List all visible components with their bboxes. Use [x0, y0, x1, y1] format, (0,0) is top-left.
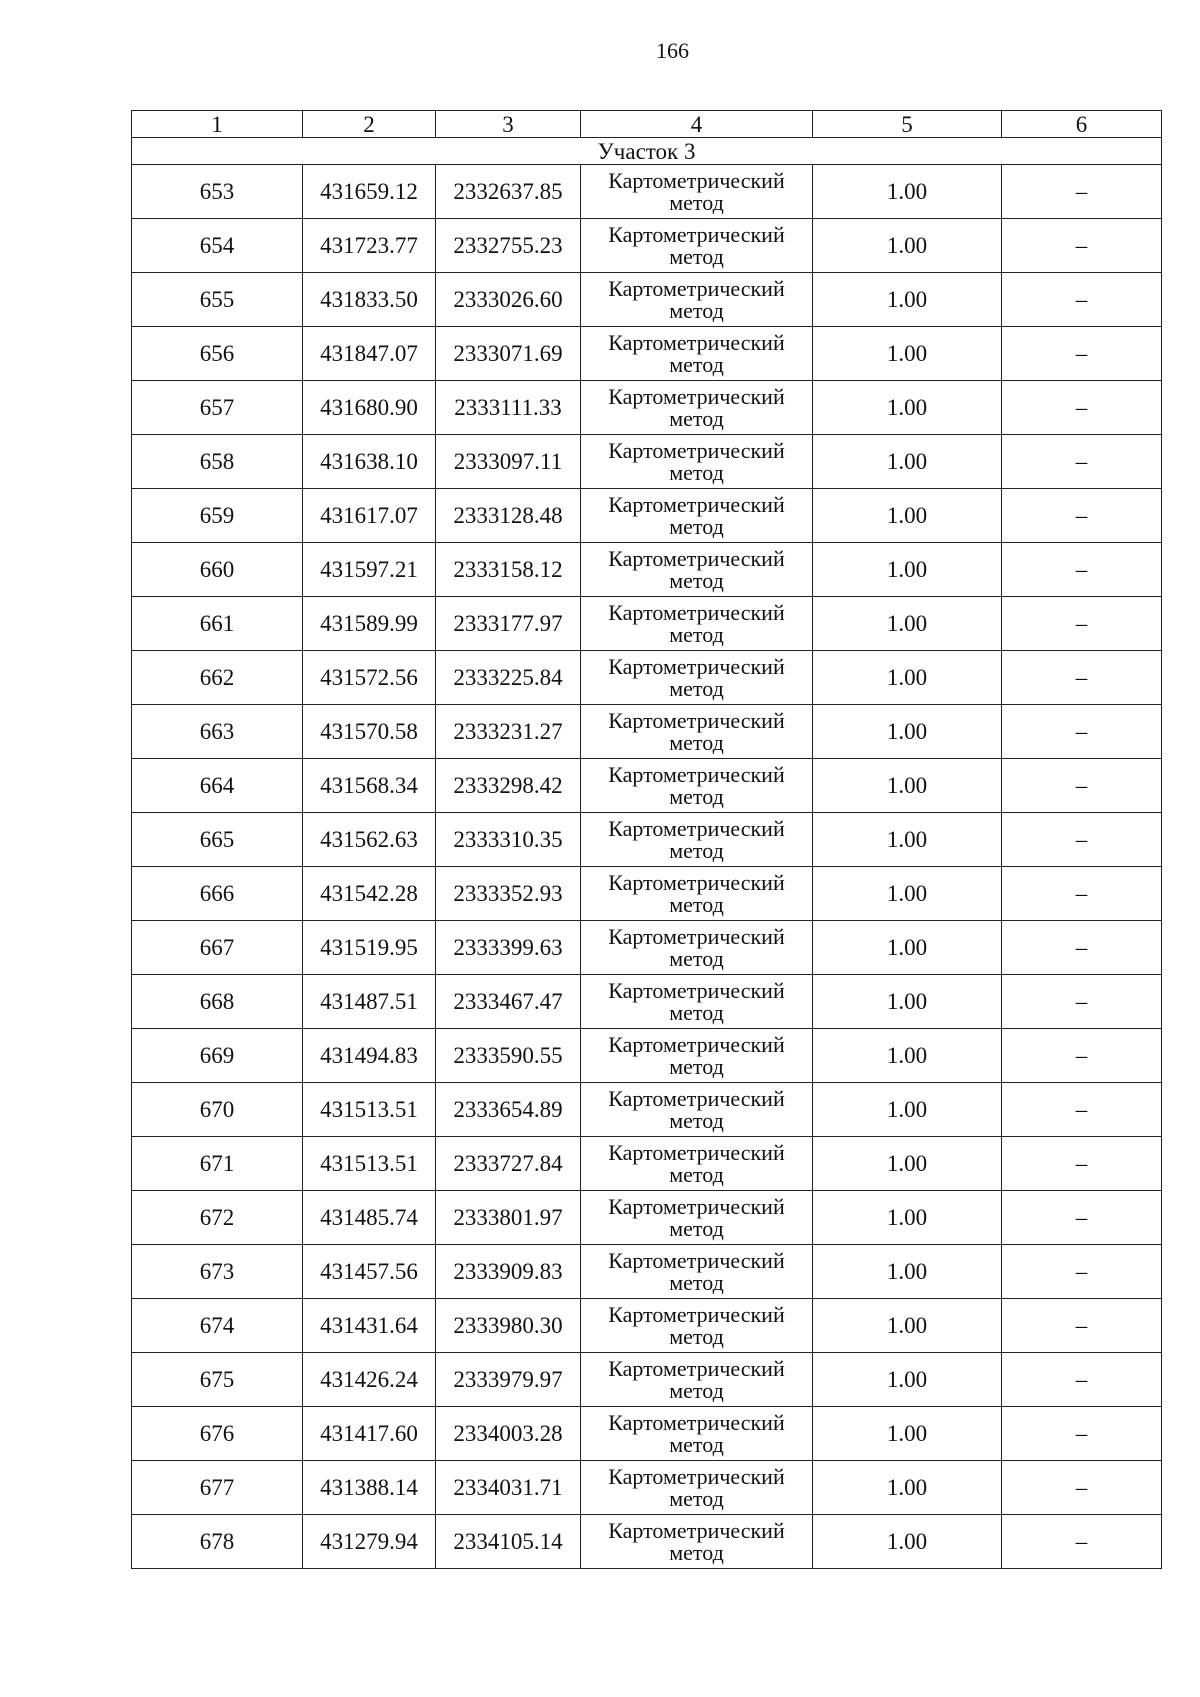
y-coordinate-cell: 2334105.14	[436, 1515, 581, 1569]
y-coordinate-cell: 2333979.97	[436, 1353, 581, 1407]
table-row	[132, 705, 1162, 759]
method-cell: Картометрический метод	[581, 219, 813, 273]
table-row	[132, 543, 1162, 597]
y-coordinate-cell: 2333909.83	[436, 1245, 581, 1299]
table-row	[132, 327, 1162, 381]
accuracy-cell: 1.00	[813, 705, 1002, 759]
table-row	[132, 1299, 1162, 1353]
note-cell: –	[1002, 1353, 1162, 1407]
point-number-cell: 674	[132, 1299, 303, 1353]
accuracy-cell: 1.00	[813, 1083, 1002, 1137]
method-cell: Картометрический метод	[581, 975, 813, 1029]
x-coordinate-cell: 431487.51	[303, 975, 436, 1029]
point-number-cell: 671	[132, 1137, 303, 1191]
y-coordinate-cell: 2334003.28	[436, 1407, 581, 1461]
x-coordinate-cell: 431485.74	[303, 1191, 436, 1245]
y-coordinate-cell: 2333158.12	[436, 543, 581, 597]
accuracy-cell: 1.00	[813, 219, 1002, 273]
note-cell: –	[1002, 813, 1162, 867]
table-row	[132, 219, 1162, 273]
table-row	[132, 1461, 1162, 1515]
method-cell: Картометрический метод	[581, 1083, 813, 1137]
point-number-cell: 658	[132, 435, 303, 489]
accuracy-cell: 1.00	[813, 381, 1002, 435]
note-cell: –	[1002, 705, 1162, 759]
table-row	[132, 975, 1162, 1029]
point-number-cell: 657	[132, 381, 303, 435]
accuracy-cell: 1.00	[813, 813, 1002, 867]
note-cell: –	[1002, 381, 1162, 435]
x-coordinate-cell: 431589.99	[303, 597, 436, 651]
method-cell: Картометрический метод	[581, 1029, 813, 1083]
x-coordinate-cell: 431279.94	[303, 1515, 436, 1569]
x-coordinate-cell: 431617.07	[303, 489, 436, 543]
method-cell: Картометрический метод	[581, 1353, 813, 1407]
y-coordinate-cell: 2333980.30	[436, 1299, 581, 1353]
accuracy-cell: 1.00	[813, 1407, 1002, 1461]
method-cell: Картометрический метод	[581, 921, 813, 975]
x-coordinate-cell: 431519.95	[303, 921, 436, 975]
coordinates-table	[131, 110, 1162, 1569]
accuracy-cell: 1.00	[813, 1029, 1002, 1083]
x-coordinate-cell: 431659.12	[303, 165, 436, 219]
accuracy-cell: 1.00	[813, 1461, 1002, 1515]
table-row	[132, 1407, 1162, 1461]
point-number-cell: 663	[132, 705, 303, 759]
note-cell: –	[1002, 921, 1162, 975]
point-number-cell: 662	[132, 651, 303, 705]
note-cell: –	[1002, 1245, 1162, 1299]
x-coordinate-cell: 431638.10	[303, 435, 436, 489]
note-cell: –	[1002, 1461, 1162, 1515]
note-cell: –	[1002, 597, 1162, 651]
column-header: 2	[303, 111, 436, 138]
method-cell: Картометрический метод	[581, 1299, 813, 1353]
accuracy-cell: 1.00	[813, 273, 1002, 327]
accuracy-cell: 1.00	[813, 1245, 1002, 1299]
table-row	[132, 1191, 1162, 1245]
method-cell: Картометрический метод	[581, 1137, 813, 1191]
note-cell: –	[1002, 165, 1162, 219]
y-coordinate-cell: 2333399.63	[436, 921, 581, 975]
y-coordinate-cell: 2332637.85	[436, 165, 581, 219]
table-row	[132, 813, 1162, 867]
table-row	[132, 867, 1162, 921]
table-row	[132, 1245, 1162, 1299]
y-coordinate-cell: 2333801.97	[436, 1191, 581, 1245]
x-coordinate-cell: 431388.14	[303, 1461, 436, 1515]
point-number-cell: 676	[132, 1407, 303, 1461]
x-coordinate-cell: 431833.50	[303, 273, 436, 327]
note-cell: –	[1002, 1299, 1162, 1353]
method-cell: Картометрический метод	[581, 1407, 813, 1461]
method-cell: Картометрический метод	[581, 813, 813, 867]
note-cell: –	[1002, 435, 1162, 489]
point-number-cell: 669	[132, 1029, 303, 1083]
point-number-cell: 653	[132, 165, 303, 219]
y-coordinate-cell: 2333467.47	[436, 975, 581, 1029]
column-header: 6	[1002, 111, 1162, 138]
accuracy-cell: 1.00	[813, 1515, 1002, 1569]
x-coordinate-cell: 431457.56	[303, 1245, 436, 1299]
accuracy-cell: 1.00	[813, 651, 1002, 705]
accuracy-cell: 1.00	[813, 435, 1002, 489]
point-number-cell: 675	[132, 1353, 303, 1407]
y-coordinate-cell: 2333111.33	[436, 381, 581, 435]
point-number-cell: 665	[132, 813, 303, 867]
method-cell: Картометрический метод	[581, 597, 813, 651]
x-coordinate-cell: 431568.34	[303, 759, 436, 813]
x-coordinate-cell: 431417.60	[303, 1407, 436, 1461]
accuracy-cell: 1.00	[813, 759, 1002, 813]
column-header: 3	[436, 111, 581, 138]
table-row	[132, 1515, 1162, 1569]
y-coordinate-cell: 2333231.27	[436, 705, 581, 759]
point-number-cell: 659	[132, 489, 303, 543]
x-coordinate-cell: 431562.63	[303, 813, 436, 867]
point-number-cell: 666	[132, 867, 303, 921]
x-coordinate-cell: 431431.64	[303, 1299, 436, 1353]
x-coordinate-cell: 431572.56	[303, 651, 436, 705]
accuracy-cell: 1.00	[813, 597, 1002, 651]
y-coordinate-cell: 2333071.69	[436, 327, 581, 381]
method-cell: Картометрический метод	[581, 759, 813, 813]
y-coordinate-cell: 2333177.97	[436, 597, 581, 651]
table-row	[132, 921, 1162, 975]
table-row	[132, 381, 1162, 435]
x-coordinate-cell: 431542.28	[303, 867, 436, 921]
x-coordinate-cell: 431513.51	[303, 1137, 436, 1191]
accuracy-cell: 1.00	[813, 543, 1002, 597]
method-cell: Картометрический метод	[581, 651, 813, 705]
y-coordinate-cell: 2333590.55	[436, 1029, 581, 1083]
x-coordinate-cell: 431847.07	[303, 327, 436, 381]
point-number-cell: 667	[132, 921, 303, 975]
method-cell: Картометрический метод	[581, 381, 813, 435]
method-cell: Картометрический метод	[581, 1515, 813, 1569]
column-number-row	[132, 111, 1162, 138]
y-coordinate-cell: 2333727.84	[436, 1137, 581, 1191]
method-cell: Картометрический метод	[581, 327, 813, 381]
point-number-cell: 673	[132, 1245, 303, 1299]
accuracy-cell: 1.00	[813, 327, 1002, 381]
x-coordinate-cell: 431513.51	[303, 1083, 436, 1137]
point-number-cell: 660	[132, 543, 303, 597]
method-cell: Картометрический метод	[581, 489, 813, 543]
note-cell: –	[1002, 1515, 1162, 1569]
y-coordinate-cell: 2333654.89	[436, 1083, 581, 1137]
point-number-cell: 655	[132, 273, 303, 327]
point-number-cell: 654	[132, 219, 303, 273]
accuracy-cell: 1.00	[813, 867, 1002, 921]
note-cell: –	[1002, 759, 1162, 813]
x-coordinate-cell: 431426.24	[303, 1353, 436, 1407]
table-row	[132, 651, 1162, 705]
column-header: 5	[813, 111, 1002, 138]
note-cell: –	[1002, 1137, 1162, 1191]
method-cell: Картометрический метод	[581, 435, 813, 489]
note-cell: –	[1002, 1029, 1162, 1083]
accuracy-cell: 1.00	[813, 921, 1002, 975]
table-row	[132, 435, 1162, 489]
page-number: 166	[656, 38, 689, 63]
note-cell: –	[1002, 1407, 1162, 1461]
x-coordinate-cell: 431570.58	[303, 705, 436, 759]
accuracy-cell: 1.00	[813, 1191, 1002, 1245]
point-number-cell: 670	[132, 1083, 303, 1137]
table-row	[132, 1029, 1162, 1083]
table-row	[132, 489, 1162, 543]
method-cell: Картометрический метод	[581, 867, 813, 921]
method-cell: Картометрический метод	[581, 705, 813, 759]
accuracy-cell: 1.00	[813, 1137, 1002, 1191]
note-cell: –	[1002, 543, 1162, 597]
x-coordinate-cell: 431723.77	[303, 219, 436, 273]
note-cell: –	[1002, 867, 1162, 921]
accuracy-cell: 1.00	[813, 1353, 1002, 1407]
note-cell: –	[1002, 327, 1162, 381]
accuracy-cell: 1.00	[813, 489, 1002, 543]
note-cell: –	[1002, 1083, 1162, 1137]
method-cell: Картометрический метод	[581, 1245, 813, 1299]
y-coordinate-cell: 2333310.35	[436, 813, 581, 867]
point-number-cell: 656	[132, 327, 303, 381]
table-row	[132, 597, 1162, 651]
section-title: Участок 3	[132, 138, 1162, 165]
y-coordinate-cell: 2334031.71	[436, 1461, 581, 1515]
note-cell: –	[1002, 975, 1162, 1029]
table-row	[132, 1353, 1162, 1407]
note-cell: –	[1002, 273, 1162, 327]
method-cell: Картометрический метод	[581, 1191, 813, 1245]
y-coordinate-cell: 2332755.23	[436, 219, 581, 273]
accuracy-cell: 1.00	[813, 975, 1002, 1029]
point-number-cell: 668	[132, 975, 303, 1029]
note-cell: –	[1002, 489, 1162, 543]
point-number-cell: 672	[132, 1191, 303, 1245]
column-header: 4	[581, 111, 813, 138]
table-row	[132, 759, 1162, 813]
method-cell: Картометрический метод	[581, 165, 813, 219]
table-row	[132, 1083, 1162, 1137]
point-number-cell: 677	[132, 1461, 303, 1515]
x-coordinate-cell: 431494.83	[303, 1029, 436, 1083]
y-coordinate-cell: 2333128.48	[436, 489, 581, 543]
note-cell: –	[1002, 1191, 1162, 1245]
table-row	[132, 165, 1162, 219]
accuracy-cell: 1.00	[813, 165, 1002, 219]
method-cell: Картометрический метод	[581, 273, 813, 327]
column-header: 1	[132, 111, 303, 138]
x-coordinate-cell: 431680.90	[303, 381, 436, 435]
point-number-cell: 678	[132, 1515, 303, 1569]
y-coordinate-cell: 2333225.84	[436, 651, 581, 705]
point-number-cell: 661	[132, 597, 303, 651]
y-coordinate-cell: 2333298.42	[436, 759, 581, 813]
note-cell: –	[1002, 219, 1162, 273]
x-coordinate-cell: 431597.21	[303, 543, 436, 597]
accuracy-cell: 1.00	[813, 1299, 1002, 1353]
section-row	[132, 138, 1162, 165]
point-number-cell: 664	[132, 759, 303, 813]
table-row	[132, 1137, 1162, 1191]
y-coordinate-cell: 2333352.93	[436, 867, 581, 921]
method-cell: Картометрический метод	[581, 1461, 813, 1515]
y-coordinate-cell: 2333097.11	[436, 435, 581, 489]
method-cell: Картометрический метод	[581, 543, 813, 597]
table-row	[132, 273, 1162, 327]
y-coordinate-cell: 2333026.60	[436, 273, 581, 327]
note-cell: –	[1002, 651, 1162, 705]
